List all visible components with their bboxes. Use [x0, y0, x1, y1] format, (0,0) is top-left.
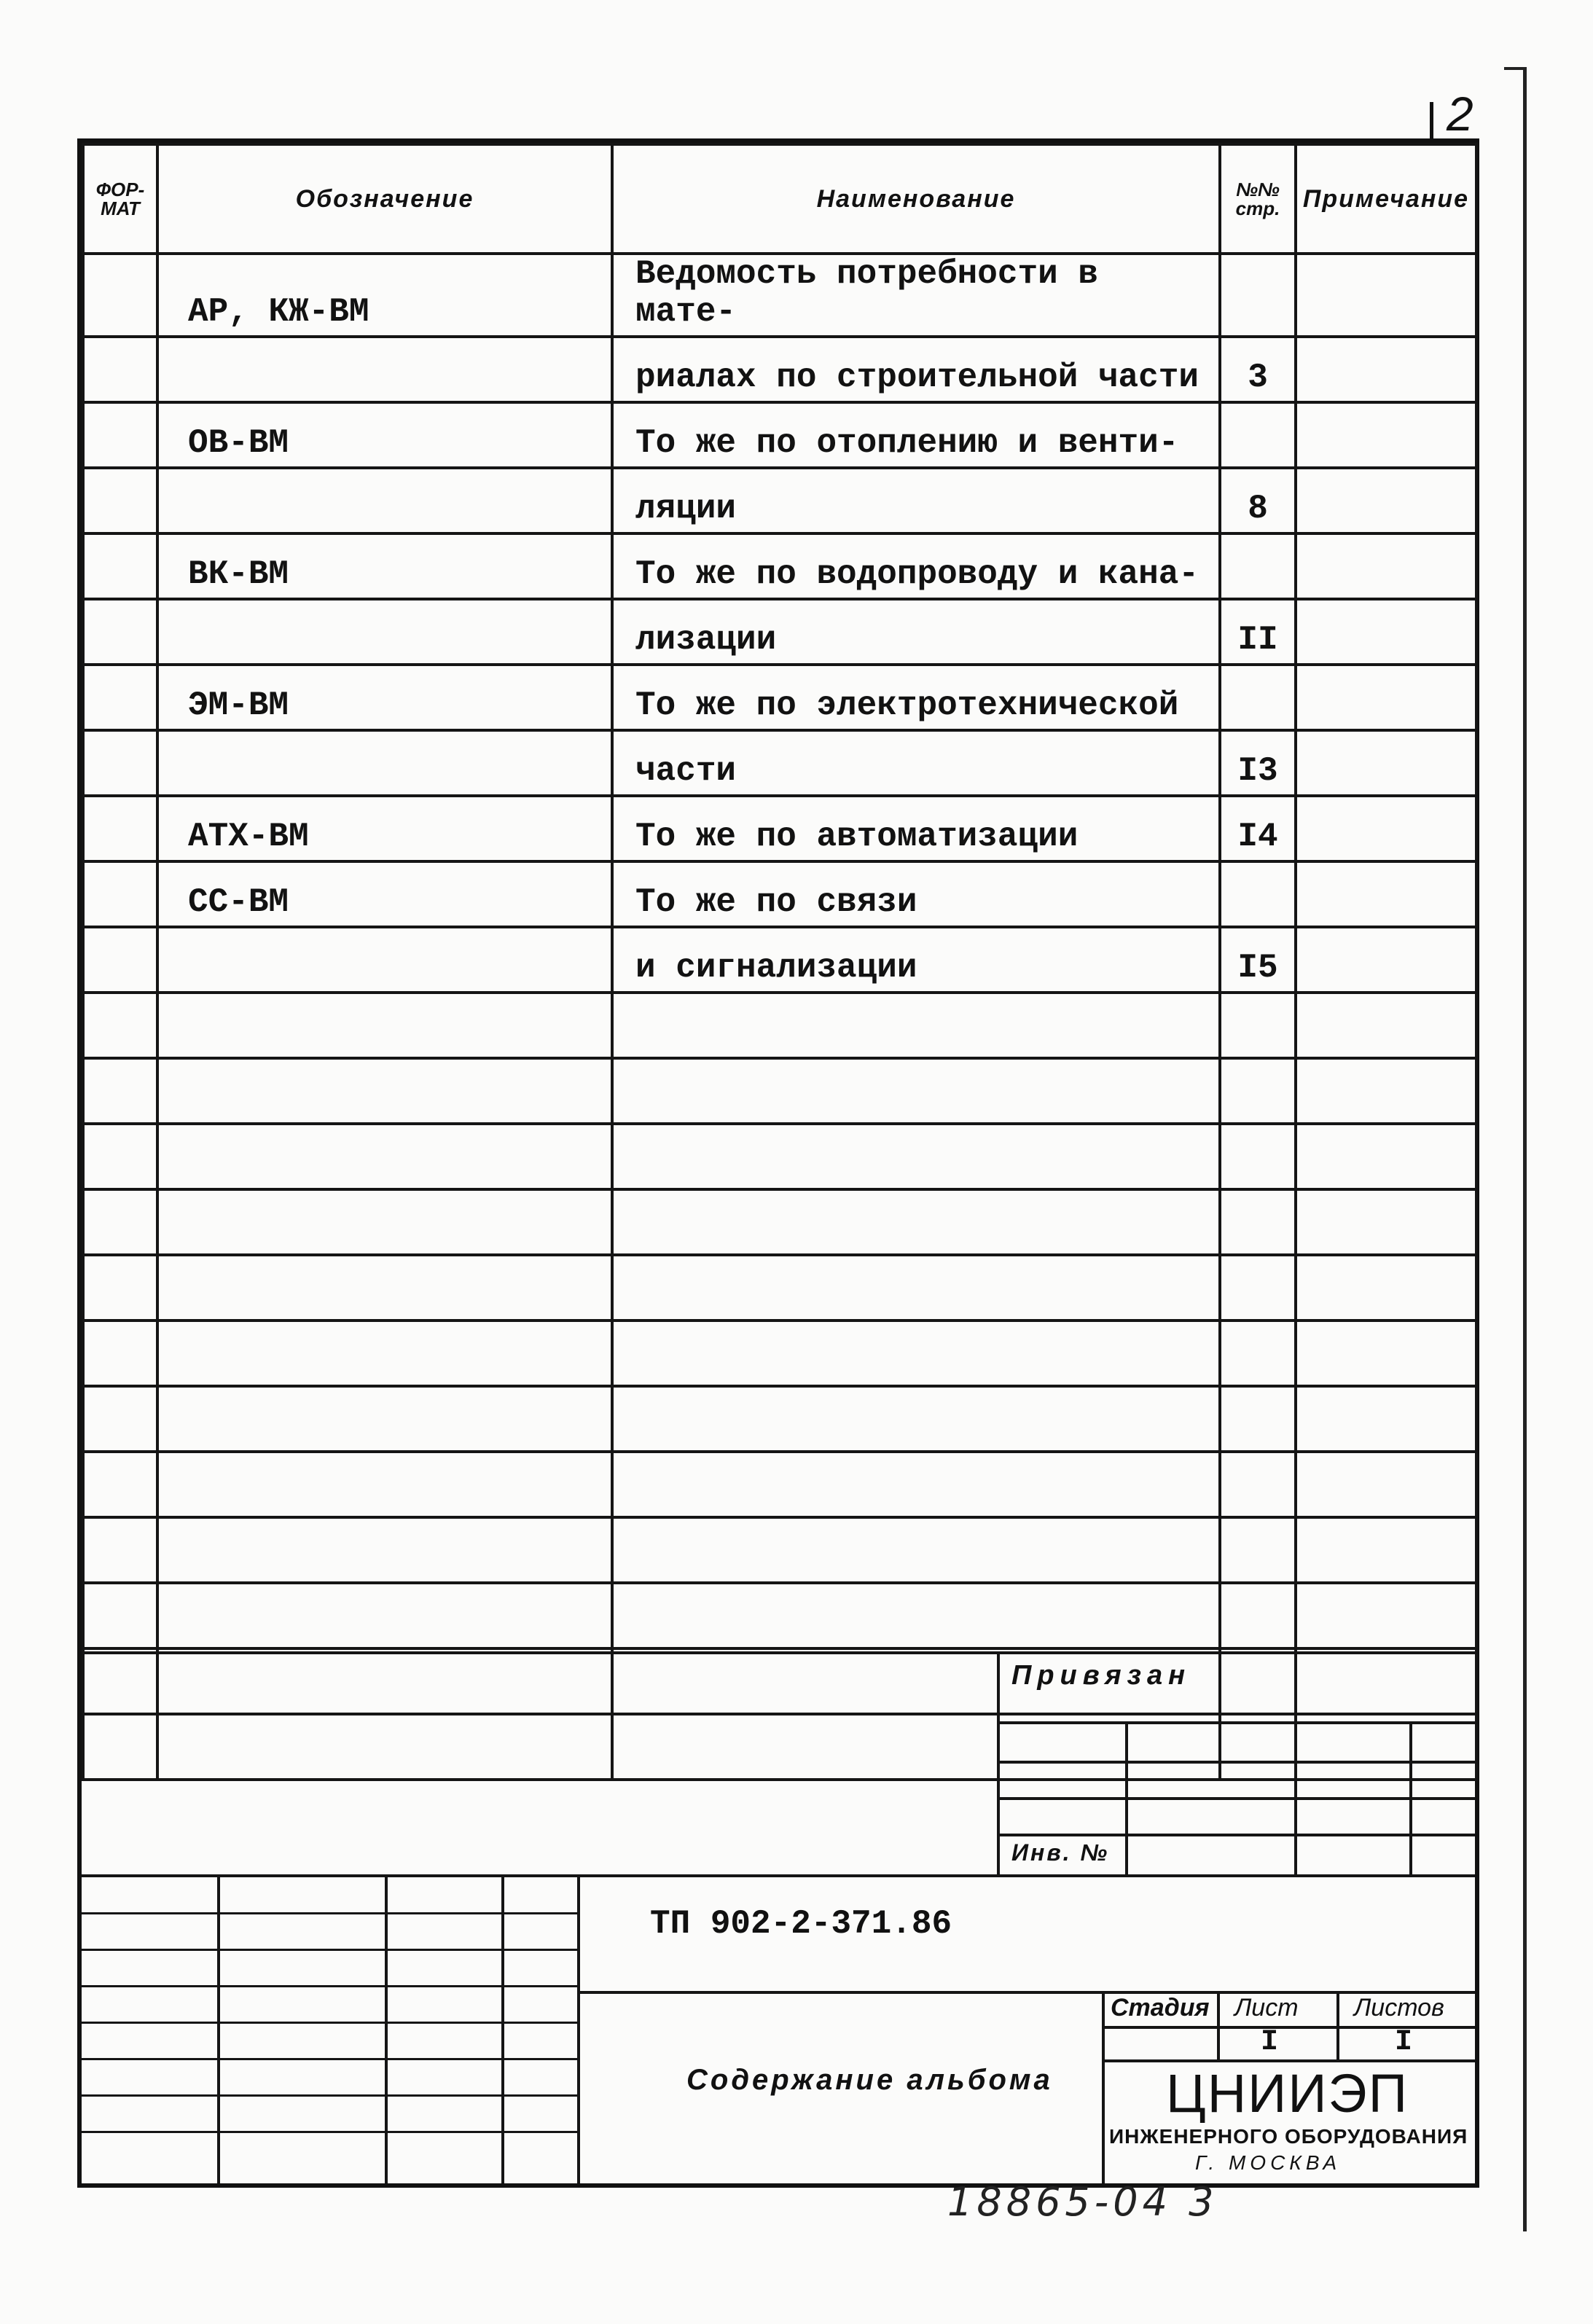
cell-designation: [157, 1058, 612, 1124]
document-code: ТП 902-2-371.86: [650, 1905, 952, 1943]
cell-format: [83, 1517, 157, 1583]
cell-name: То же по автоматизации: [612, 796, 1220, 861]
cell-note: [1296, 1583, 1476, 1648]
table-header-row: [83, 144, 1476, 254]
table-row: [83, 1583, 1476, 1648]
table-row: [83, 730, 1476, 796]
cell-page: [1220, 665, 1296, 730]
cell-name: То же по водопроводу и кана-: [612, 533, 1220, 599]
cell-note: [1296, 861, 1476, 927]
cell-name: ляции: [612, 468, 1220, 533]
contents-table: [82, 143, 1478, 1781]
inventory-number-label: Инв. №: [1011, 1839, 1110, 1866]
cell-note: [1296, 1124, 1476, 1189]
cell-name: То же по отоплению и венти-: [612, 402, 1220, 468]
cell-designation: ЭМ-ВМ: [157, 665, 612, 730]
cell-name: То же по электротехнической: [612, 665, 1220, 730]
cell-note: [1296, 1517, 1476, 1583]
cell-name: части: [612, 730, 1220, 796]
header-designation: Обозначение: [157, 144, 612, 254]
table-row: [83, 861, 1476, 927]
cell-note: [1296, 599, 1476, 665]
cell-designation: [157, 993, 612, 1058]
cell-name: [612, 1321, 1220, 1386]
table-row: [83, 796, 1476, 861]
sheets-value: I: [1395, 2026, 1413, 2059]
cell-name: То же по связи: [612, 861, 1220, 927]
cell-designation: [157, 337, 612, 402]
cell-name: риалах по строительной части: [612, 337, 1220, 402]
cell-note: [1296, 402, 1476, 468]
cell-page: [1220, 1058, 1296, 1124]
table-row: [83, 1124, 1476, 1189]
stage-label: Стадия: [1111, 1994, 1210, 2022]
cell-designation: АТХ-ВМ: [157, 796, 612, 861]
cell-format: [83, 1583, 157, 1648]
cell-page: [1220, 1583, 1296, 1648]
sheet-number-rule: [1430, 102, 1433, 143]
cell-format: [83, 402, 157, 468]
cell-page: 8: [1220, 468, 1296, 533]
cell-format: [83, 1124, 157, 1189]
cell-format: [83, 468, 157, 533]
cell-page: I5: [1220, 927, 1296, 993]
table-row: [83, 927, 1476, 993]
table-row: [83, 533, 1476, 599]
table-row: [83, 1386, 1476, 1452]
cell-page: [1220, 993, 1296, 1058]
cell-designation: [157, 1517, 612, 1583]
margin-tick: [1504, 67, 1526, 70]
cell-note: [1296, 1386, 1476, 1452]
cell-format: [83, 796, 157, 861]
cell-page: [1220, 1321, 1296, 1386]
cell-note: [1296, 993, 1476, 1058]
header-note: Примечание: [1296, 144, 1476, 254]
cell-name: [612, 1517, 1220, 1583]
table-row: [83, 665, 1476, 730]
cell-format: [83, 1386, 157, 1452]
header-format: ФОР- МАТ: [83, 144, 157, 254]
cell-name: [612, 1386, 1220, 1452]
cell-designation: [157, 468, 612, 533]
cell-name: [612, 993, 1220, 1058]
binding-margin-rule: [1523, 67, 1527, 2231]
cell-designation: АР, КЖ-ВМ: [157, 254, 612, 337]
cell-format: [83, 337, 157, 402]
cell-name: [612, 1583, 1220, 1648]
table-row: [83, 1321, 1476, 1386]
cell-page: [1220, 1386, 1296, 1452]
cell-page: [1220, 1255, 1296, 1321]
cell-name: лизации: [612, 599, 1220, 665]
cell-page: [1220, 533, 1296, 599]
cell-format: [83, 861, 157, 927]
cell-designation: [157, 1583, 612, 1648]
organization-city: Г. МОСКВА: [1195, 2151, 1342, 2174]
bound-label: Привязан: [1011, 1660, 1191, 1691]
cell-page: [1220, 1517, 1296, 1583]
cell-page: [1220, 402, 1296, 468]
cell-format: [83, 665, 157, 730]
cell-designation: ОВ-ВМ: [157, 402, 612, 468]
table-row: [83, 468, 1476, 533]
cell-note: [1296, 254, 1476, 337]
cell-designation: [157, 599, 612, 665]
cell-note: [1296, 1452, 1476, 1517]
cell-name: [612, 1058, 1220, 1124]
cell-designation: [157, 1386, 612, 1452]
document-title: Содержание альбома: [686, 2064, 1053, 2096]
table-row: [83, 1058, 1476, 1124]
cell-note: [1296, 796, 1476, 861]
cell-note: [1296, 468, 1476, 533]
table-row: [83, 993, 1476, 1058]
table-row: [83, 1255, 1476, 1321]
cell-note: [1296, 927, 1476, 993]
cell-page: [1220, 1124, 1296, 1189]
organization-subtitle: ИНЖЕНЕРНОГО ОБОРУДОВАНИЯ: [1109, 2125, 1468, 2148]
table-row: [83, 1517, 1476, 1583]
cell-format: [83, 730, 157, 796]
sheet-value: I: [1261, 2026, 1279, 2059]
table-row: [83, 1189, 1476, 1255]
cell-format: [83, 1189, 157, 1255]
cell-designation: [157, 1124, 612, 1189]
table-row: [83, 599, 1476, 665]
cell-designation: [157, 1189, 612, 1255]
cell-note: [1296, 730, 1476, 796]
cell-format: [83, 1452, 157, 1517]
cell-page: II: [1220, 599, 1296, 665]
cell-designation: [157, 927, 612, 993]
cell-page: [1220, 1452, 1296, 1517]
cell-name: Ведомость потребности в мате-: [612, 254, 1220, 337]
table-row: [83, 402, 1476, 468]
organization-name: ЦНИИЭП: [1166, 2063, 1409, 2124]
cell-page: I3: [1220, 730, 1296, 796]
cell-name: [612, 1255, 1220, 1321]
table-row: [83, 337, 1476, 402]
cell-designation: ВК-ВМ: [157, 533, 612, 599]
header-page: №№ стр.: [1220, 144, 1296, 254]
table-row: [83, 254, 1476, 337]
cell-note: [1296, 533, 1476, 599]
cell-format: [83, 993, 157, 1058]
cell-note: [1296, 1189, 1476, 1255]
cell-name: [612, 1452, 1220, 1517]
cell-page: 3: [1220, 337, 1296, 402]
title-block: [82, 1651, 1475, 2183]
cell-format: [83, 1321, 157, 1386]
cell-name: и сигнализации: [612, 927, 1220, 993]
sheet-label: Лист: [1234, 1994, 1299, 2022]
cell-designation: СС-ВМ: [157, 861, 612, 927]
cell-format: [83, 1058, 157, 1124]
cell-page: [1220, 254, 1296, 337]
cell-page: I4: [1220, 796, 1296, 861]
cell-designation: [157, 1321, 612, 1386]
cell-format: [83, 927, 157, 993]
cell-page: [1220, 1189, 1296, 1255]
cell-format: [83, 599, 157, 665]
cell-format: [83, 254, 157, 337]
cell-name: [612, 1189, 1220, 1255]
cell-note: [1296, 1321, 1476, 1386]
header-name: Наименование: [612, 144, 1220, 254]
cell-format: [83, 533, 157, 599]
cell-note: [1296, 337, 1476, 402]
table-row: [83, 1452, 1476, 1517]
cell-note: [1296, 665, 1476, 730]
cell-designation: [157, 1255, 612, 1321]
cell-designation: [157, 1452, 612, 1517]
sheet-number: 2: [1447, 87, 1473, 141]
cell-format: [83, 1255, 157, 1321]
cell-note: [1296, 1255, 1476, 1321]
cell-note: [1296, 1058, 1476, 1124]
cell-name: [612, 1124, 1220, 1189]
handwritten-archive-number: 18865-04 3: [947, 2179, 1218, 2225]
cell-page: [1220, 861, 1296, 927]
cell-designation: [157, 730, 612, 796]
sheets-label: Листов: [1354, 1994, 1444, 2022]
